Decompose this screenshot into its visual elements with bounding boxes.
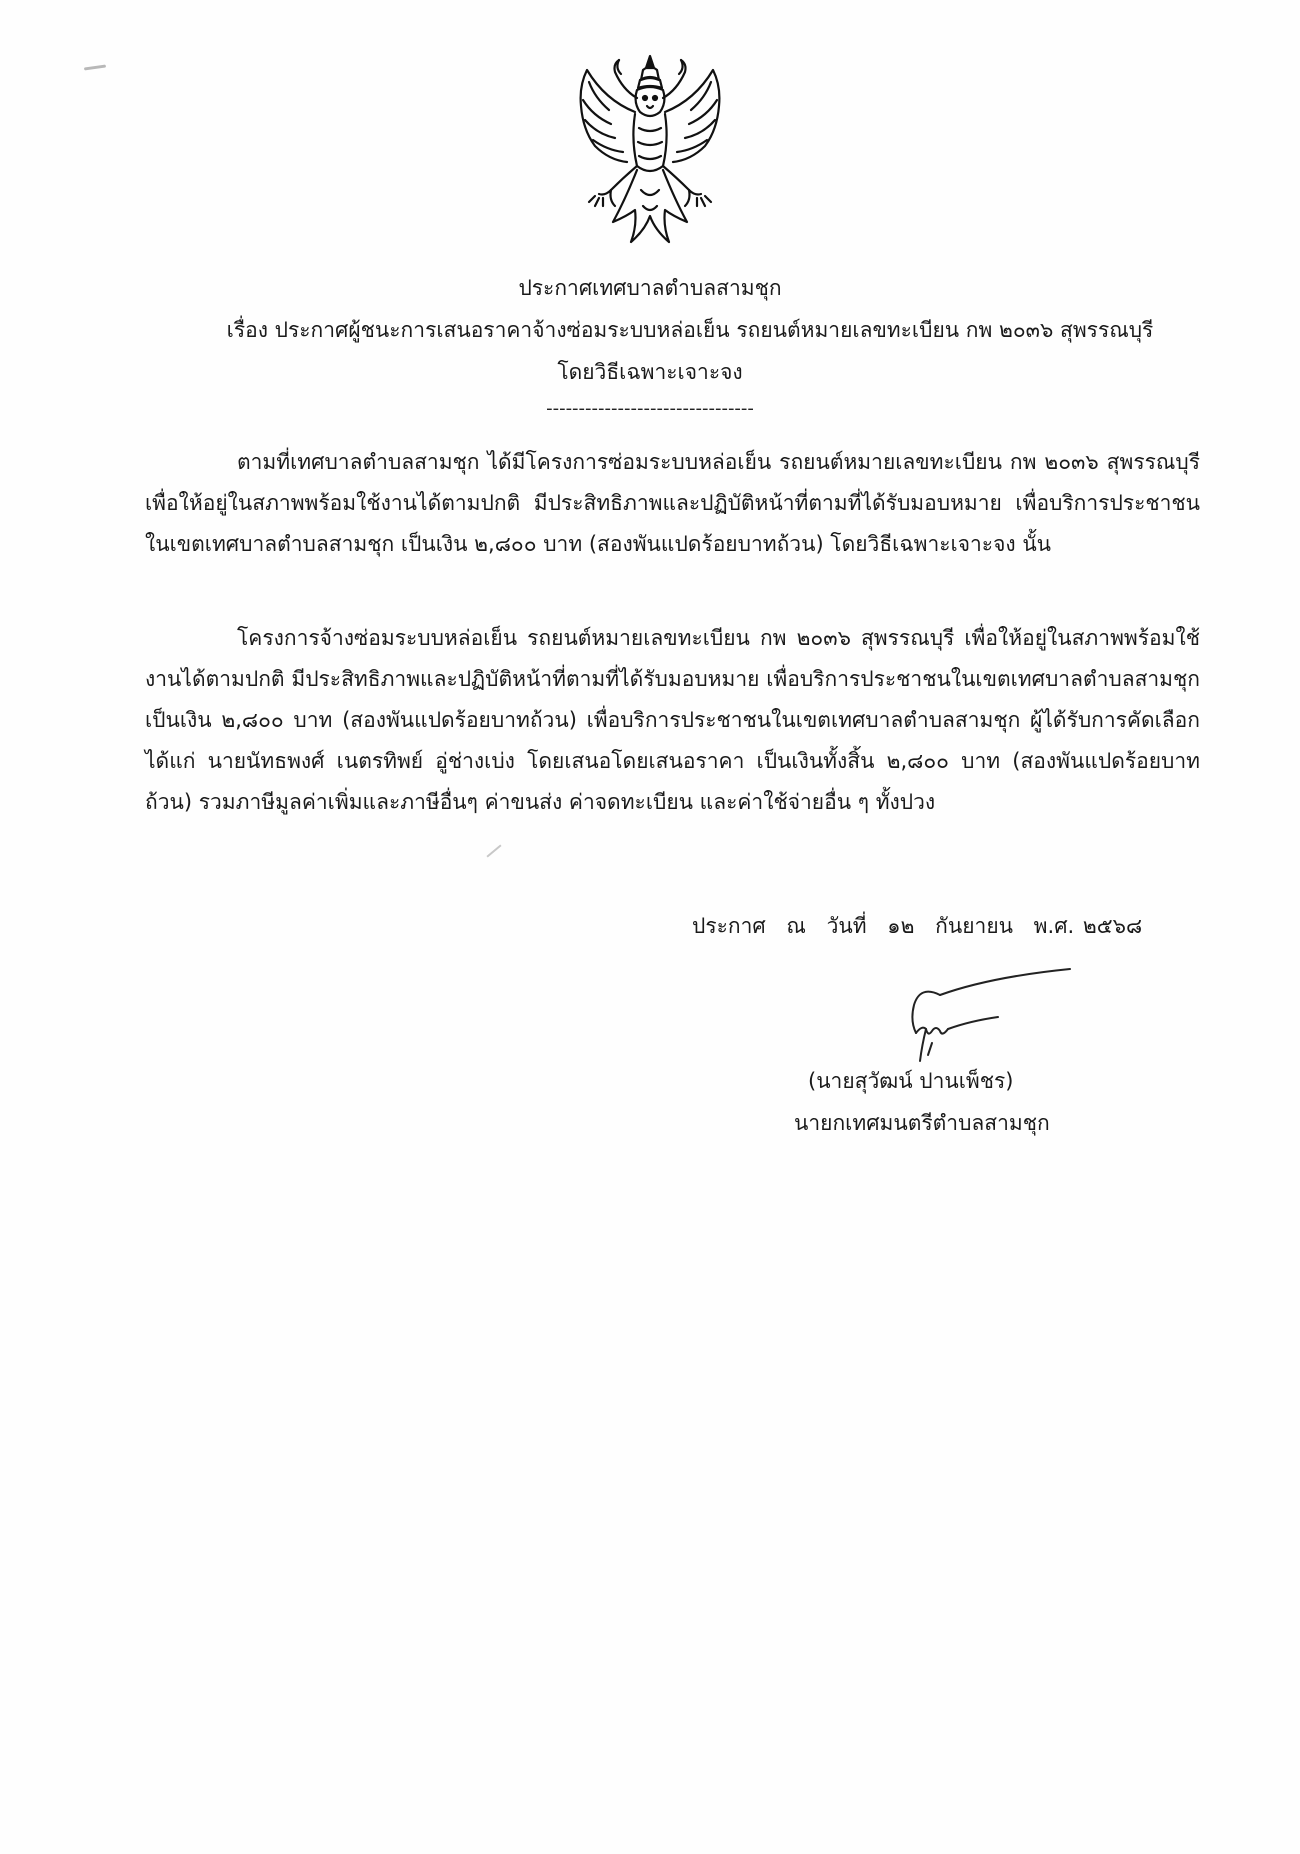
body-paragraph-2-text: โครงการจ้างซ่อมระบบหล่อเย็น รถยนต์หมายเลขทะเบียน กพ ๒๐๓๖ สุพรรณบุรี เพื่อให้อยู่ในสภาพพร้อมใช้งานได้ตามปกติ มีประสิทธิภาพและปฏิบัติหน้าที่ตามที่ได้รับมอบหมาย เพื่อบริการประชาชนในเขตเทศบาลตำบลสามชุก เป็นเงิน ๒,๘๐๐ บาท (สองพันแปดร้อยบาทถ้วน) เพื่อบริการประชาชนในเขตเทศบาลตำบลสามชุก ผู้ได้รับการคัดเลือก ได้แก่ นายนัทธพงศ์ เนตรทิพย์ อู่ช่างเบ่ง โดยเสนอโดยเสนอราคา เป็นเงินทั้งสิ้น ๒,๘๐๐ บาท (สองพันแปดร้อยบาทถ้วน) รวมภาษีมูลค่าเพิ่มและภาษีอื่นๆ ค่าขนส่ง ค่าจดทะเบียน และค่าใช้จ่ายอื่น ๆ ทั้งปวง (145, 626, 1200, 814)
date-prefix: ประกาศ (692, 914, 766, 938)
header-separator: -------------------------------- (546, 398, 754, 419)
scan-artifact (486, 844, 501, 857)
announcement-title: ประกาศเทศบาลตำบลสามชุก (518, 276, 782, 300)
signer-name: (นายสุวัฒน์ ปานเพ็ชร) (808, 1069, 1014, 1093)
scan-artifact (84, 64, 106, 70)
body-paragraph-1 (145, 442, 1200, 565)
announcement-date (692, 910, 1156, 943)
handwritten-signature (880, 955, 1080, 1065)
date-month: กันยายน (935, 914, 1013, 938)
date-era: พ.ศ. (1033, 914, 1075, 938)
procurement-method: โดยวิธีเฉพาะเจาะจง (557, 360, 743, 384)
date-day-label: วันที่ (826, 914, 867, 938)
body-paragraph-1-text: ตามที่เทศบาลตำบลสามชุก ได้มีโครงการซ่อมระบบหล่อเย็น รถยนต์หมายเลขทะเบียน กพ ๒๐๓๖ สุพรรณบุรี เพื่อให้อยู่ในสภาพพร้อมใช้งานได้ตามปกติ มีประสิทธิภาพและปฏิบัติหน้าที่ตามที่ได้รับมอบหมาย เพื่อบริการประชาชนในเขตเทศบาลตำบลสามชุก เป็นเงิน ๒,๘๐๐ บาท (สองพันแปดร้อยบาทถ้วน) โดยวิธีเฉพาะเจาะจง นั้น (145, 450, 1200, 556)
date-year: ๒๕๖๘ (1082, 914, 1143, 938)
announcement-subject: เรื่อง ประกาศผู้ชนะการเสนอราคาจ้างซ่อมระบบหล่อเย็น รถยนต์หมายเลขทะเบียน กพ ๒๐๓๖ สุพรรณบุรี (226, 318, 1154, 342)
signer-position: นายกเทศมนตรีตำบลสามชุก (794, 1111, 1050, 1135)
date-day: ๑๒ (887, 914, 915, 938)
garuda-emblem-icon (565, 50, 735, 250)
body-paragraph-2 (145, 618, 1200, 823)
date-at: ณ (786, 914, 806, 938)
